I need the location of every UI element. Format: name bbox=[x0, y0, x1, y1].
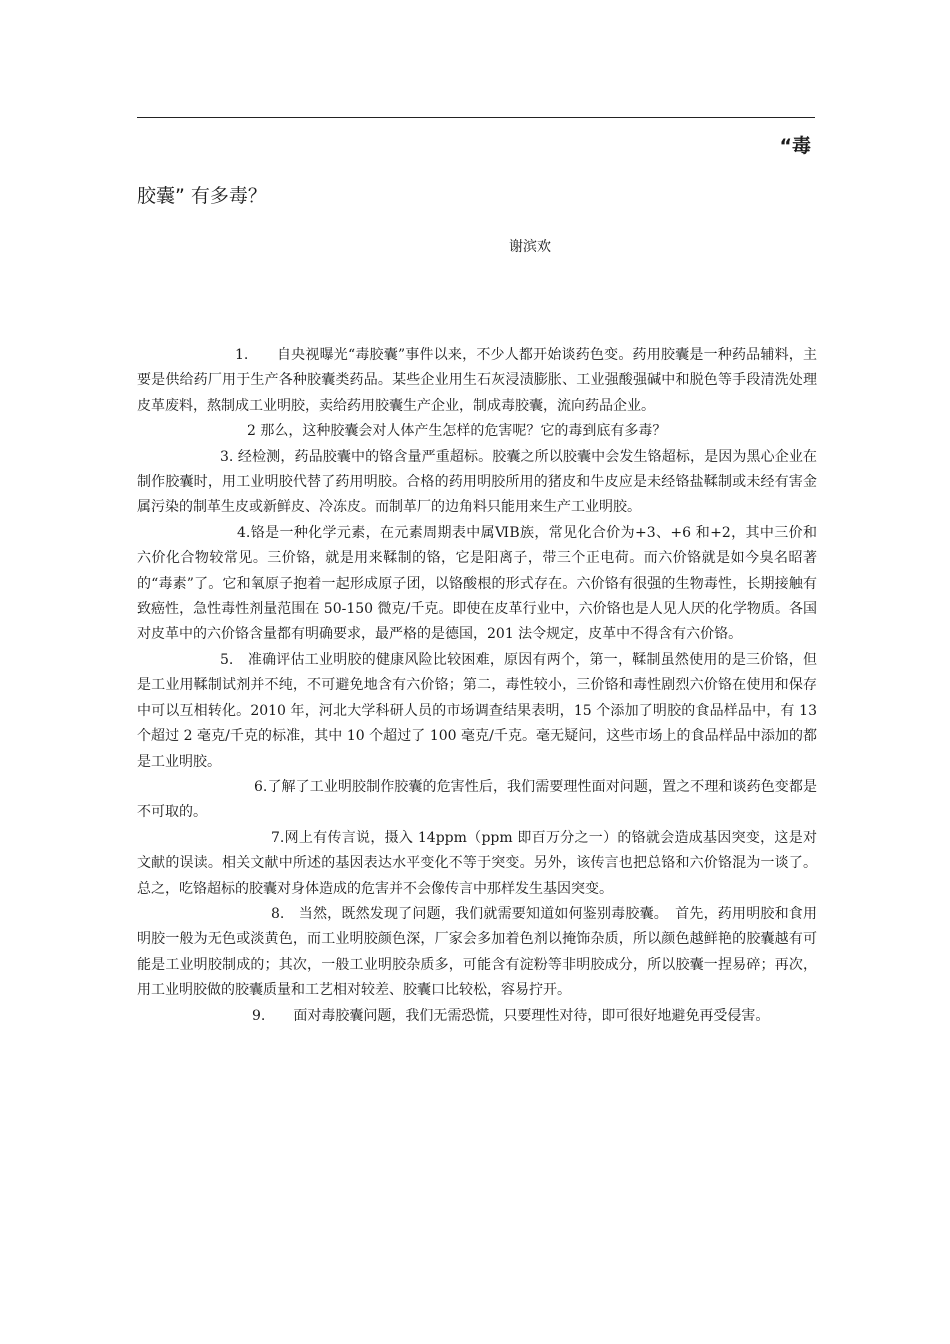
paragraph-1: 1. 自央视曝光“毒胶囊”事件以来，不少人都开始谈药色变。药用胶囊是一种药品辅料，主要是供给药厂用于生产各种胶囊类药品。某些企业用生石灰浸渍膨胀、工业强酸强碱中和脱色等手段清洗处理皮革废料，熬制成工业明胶，卖给药用胶囊生产企业，制成毒胶囊，流向药品企业。 bbox=[137, 347, 817, 414]
paragraph-9: 9. 面对毒胶囊问题，我们无需恐慌，只要理性对待，即可很好地避免再受侵害。 bbox=[252, 1007, 770, 1024]
paragraph-8: 8. 当然，既然发现了问题，我们就需要知道如何鉴别毒胶囊。 首先，药用明胶和食用明胶一般为无色或淡黄色，而工业明胶颜色深，厂家会多加着色剂以掩饰杂质，所以颜色越鲜艳的胶囊越有可能是工业明胶制成的；其次，一般工业明胶杂质多，可能含有淀粉等非明胶成分，所以胶囊一捏易碎；再次，用工业明胶做的胶囊质量和工艺相对较差、胶囊口比较松，容易拧开。 bbox=[137, 905, 817, 999]
paragraph-6: 6.了解了工业明胶制作胶囊的危害性后，我们需要理性面对问题，置之不理和谈药色变都是不可取的。 bbox=[137, 778, 817, 821]
article-body bbox=[137, 343, 817, 1029]
paragraph-7: 7.网上有传言说，摄入 14ppm（ppm 即百万分之一）的铬就会造成基因突变，这是对文献的误读。相关文献中所述的基因表达水平变化不等于突变。另外，该传言也把总铬和六价铬混为一谈了。总之，吃铬超标的胶囊对身体造成的危害并不会像传言中那样发生基因突变。 bbox=[137, 829, 817, 897]
author-name: 谢滨欢 bbox=[509, 239, 551, 255]
paragraph-3: 3. 经检测，药品胶囊中的铬含量严重超标。胶囊之所以胶囊中会发生铬超标，是因为黑心企业在制作胶囊时，用工业明胶代替了药用明胶。合格的药用明胶所用的猪皮和牛皮应是未经铬盐鞣制或未经有害金属污染的制革生皮或新鲜皮、冷冻皮。而制革厂的边角料只能用来生产工业明胶。 bbox=[137, 448, 817, 516]
paragraph-2: 2 那么，这种胶囊会对人体产生怎样的危害呢？它的毒到底有多毒？ bbox=[247, 423, 667, 440]
title-line-1: “毒 bbox=[779, 135, 811, 157]
header-rule bbox=[137, 117, 815, 118]
paragraph-5: 5. 准确评估工业明胶的健康风险比较困难，原因有两个，第一，鞣制虽然使用的是三价铬，但是工业用鞣制试剂并不纯，不可避免地含有六价铬；第二，毒性较小，三价铬和毒性剧烈六价铬在使用和保存中可以互相转化。2010 年，河北大学科研人员的市场调查结果表明，15 个添加了明胶的食品样品中，有 13 个超过 2 毫克/千克的标准，其中 10 个超过了 100 毫克/千克。毫无疑问，这些市场上的食品样品中添加的都是工业明胶。 bbox=[137, 651, 817, 770]
title-line-2: 胶囊” 有多毒？ bbox=[137, 185, 267, 207]
paragraph-4: 4.铬是一种化学元素，在元素周期表中属ⅥB族，常见化合价为+3、+6 和+2，其中三价和六价化合物较常见。三价铬，就是用来鞣制的铬，它是阳离子，带三个正电荷。而六价铬就是如今臭名昭著的“毒素”了。它和氧原子抱着一起形成原子团，以铬酸根的形式存在。六价铬有很强的生物毒性，长期接触有致癌性，急性毒性剂量范围在 50-150 微克/千克。即使在皮革行业中，六价铬也是人见人厌的化学物质。各国对皮革中的六价铬含量都有明确要求，最严格的是德国，201 法令规定，皮革中不得含有六价铬。 bbox=[137, 524, 817, 643]
